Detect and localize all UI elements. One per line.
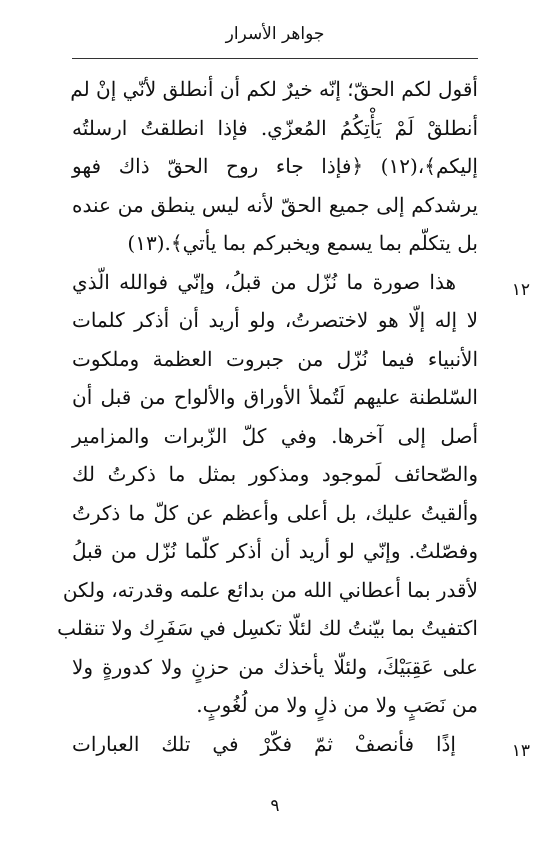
- text-line-16: على عَقِبَيْكَ، ولئلّا يأخذك من حزنٍ ولا كدورةٍ ولا: [72, 654, 478, 679]
- text-line-11: والصّحائف لَموجود ومذكور بمثل ما ذكرتُ لك: [72, 462, 478, 486]
- text-line-4: يرشدكم إلى جميع الحقّ لأنه ليس ينطق من عنده: [72, 192, 478, 217]
- text-line-17: من نَصَبٍ ولا من ذلٍ ولا من لُغُوبٍ.: [196, 693, 478, 717]
- text-line-18: إذًا فأنصفْ ثمّ فكّرْ في تلك العبارات: [72, 731, 456, 756]
- text-line-3: إليكم﴾،(١٢) ﴿فإذا جاء روح الحقّ ذاك فهو: [72, 154, 478, 178]
- running-header: جواهر الأسرار: [225, 24, 325, 44]
- text-line-5: بل يتكلّم بما يسمع ويخبركم بما يأتي﴾.(١٣): [127, 231, 478, 255]
- text-line-10: أصل إلى آخرها. وفي كلّ الزّبرات والمزامير: [72, 423, 478, 448]
- page-number: ٩: [270, 796, 280, 816]
- header-divider: [72, 58, 478, 59]
- paragraph-marker-12: ١٢: [511, 280, 530, 300]
- text-line-12: وألقيتُ عليك، بل أعلى وأعظم عن كلّ ما ذكرتُ: [72, 500, 478, 525]
- text-line-15: اكتفيتُ بما بيّنتُ لك لئلّا تكسِل في سَفَرِك ولا تنقلب: [57, 616, 478, 640]
- text-line-7: لا إله إلّا هو لاختصرتُ، ولو أريد أن أذكر كلمات: [72, 308, 478, 332]
- page-body: [57, 70, 478, 763]
- text-line-6: هذا صورة ما نُزّل من قبلُ، وإنّي فوالله الّذي: [72, 269, 456, 294]
- text-line-2: أنطلقْ لَمْ يَأْتِكُمُ المُعزّي. فإذا انطلقتُ ارسلتُه: [72, 115, 478, 140]
- text-line-9: السّلطنة عليهم لَتُملأ الأوراق والألواح من قبل أن: [72, 385, 478, 409]
- text-line-8: الأنبياء فيما نُزّل من جبروت العظمة وملكوت: [72, 346, 478, 371]
- paragraph-marker-13: ١٣: [511, 741, 530, 761]
- text-line-14: لأقدر بما أعطاني الله من بدائع علمه وقدرته، ولكن: [62, 577, 478, 602]
- text-line-1: أقول لكم الحقّ؛ إنّه خيرٌ لكم أن أنطلق لأنّي إنْ لم: [70, 77, 478, 101]
- text-line-13: وفصّلتُ. وإنّي لو أريد أن أذكر كلّما نُزّل من قبلُ: [72, 539, 478, 563]
